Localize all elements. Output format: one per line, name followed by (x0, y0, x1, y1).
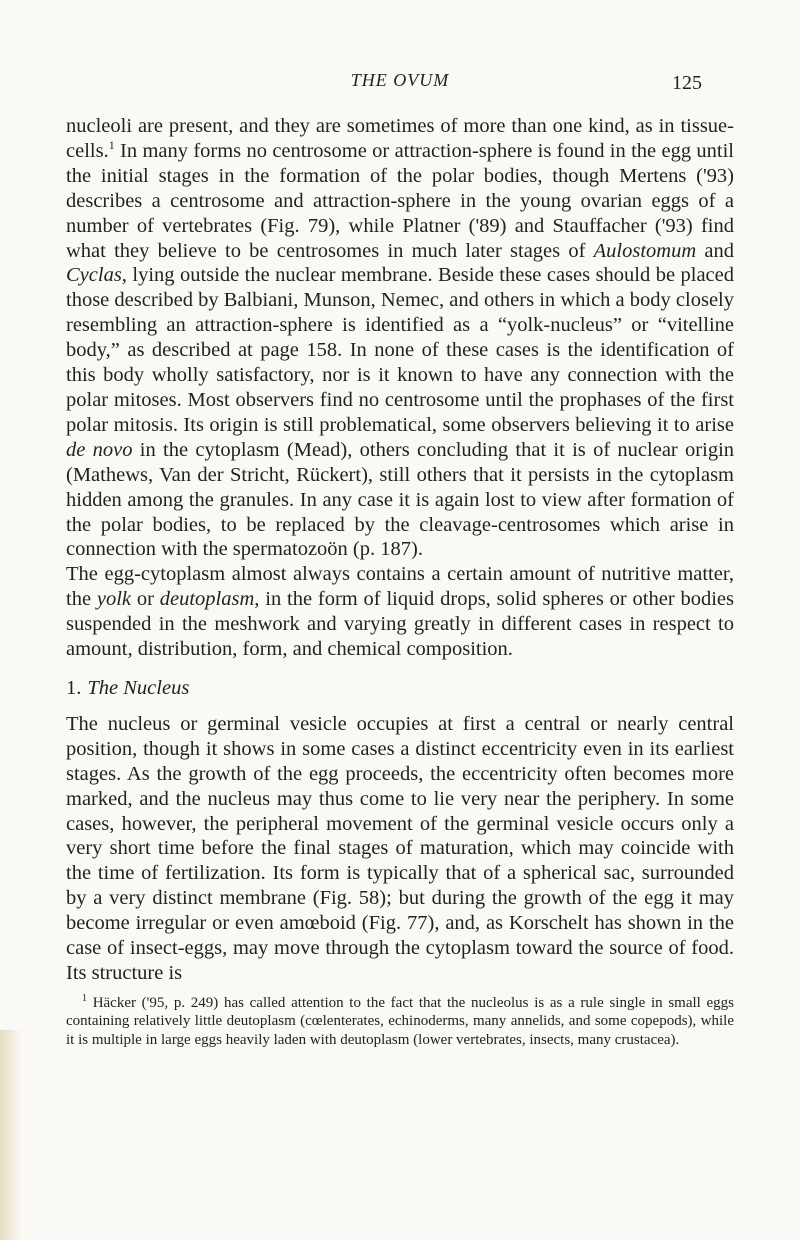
genus-name: Cyclas (66, 264, 122, 287)
running-head (0, 70, 800, 98)
paragraph-nucleus: The nucleus or germinal vesicle occupies at first a central or nearly central position, though it shows in some cases a distinct eccentricity even in its earliest stages. As the growth of the egg proceeds, the eccentricity often becomes more marked, and the nucleus may thus come to lie very near the periphery. In some cases, however, the peripheral movement of the germinal vesicle occurs only a very short time before the final stages of maturation, which may coincide with the time of fertilization. Its form is typically that of a spherical sac, surrounded by a very distinct membrane (Fig. 58); but during the growth of the egg it may become irregular or even amœboid (Fig. 77), and, as Korschelt has shown in the case of insect-eggs, may move through the cytoplasm toward the source of food. Its structure is (66, 712, 734, 984)
footnote-reference: 1 (108, 138, 115, 153)
footnote-marker: 1 (82, 992, 87, 1004)
paragraph-nucleoli (66, 114, 734, 562)
text-run: or (131, 588, 160, 611)
page-number: 125 (672, 72, 702, 94)
text-run: nucleoli are present, and they are sometimes of more than one kind, as in tissue-cells. (66, 115, 734, 162)
footnote (66, 994, 734, 1050)
text-run: , in the form of liquid drops, solid spheres or other bodies suspended in the meshwork and varying greatly in different cases in respect to amount, distribution, form, and chemical composition. (66, 588, 734, 661)
term-deutoplasm: deutoplasm (159, 588, 255, 611)
text-run: and (696, 239, 734, 262)
text-run: in the cytoplasm (Mead), others concluding that it is of nuclear origin (Mathews, Van der Stricht, Rückert), still others that it persists in the cytoplasm hidden among the granules. In any case it is again lost to view after formation of the polar bodies, to be replaced by the cleavage-centrosomes which arise in connection with the spermatozoön (p. 187). (66, 438, 735, 561)
section-number: 1. (66, 676, 82, 699)
running-title: THE OVUM (350, 70, 450, 90)
section-heading (66, 676, 734, 700)
footnote-text: Häcker ('95, p. 249) has called attention to the fact that the nucleolus is as a rule single in small eggs containing relatively little deutoplasm (cœlenterates, echinoderms, many annelids, and some copepods), while it is multiple in large eggs heavily laden with deutoplasm (lower vertebrates, insects, many crustacea). (66, 994, 734, 1048)
paragraph-egg-cytoplasm (66, 562, 734, 662)
section-title: The Nucleus (87, 676, 190, 699)
latin-phrase: de novo (66, 438, 133, 461)
page-body (66, 114, 734, 1064)
text-run: , lying outside the nuclear membrane. Beside these cases should be placed those described by Balbiani, Munson, Nemec, and others in which a body closely resembling an attraction-sphere is identified as a “yolk-nucleus” or “vitelline body,” as described at page 158. In none of these cases is the identification of this body wholly satisfactory, nor is it known to have any connection with the polar mitoses. Most observers find no centrosome until the prophases of the first polar mitosis. Its origin is still problematical, some observers believing it to arise (66, 264, 734, 436)
text-run: In many forms no centrosome or attraction-sphere is found in the egg until the initial stages in the formation of the polar bodies, though Mertens ('93) describes a centrosome and attraction-sphere in the young ovarian eggs of a number of vertebrates (Fig. 79), while Platner ('89) and Stauffacher ('93) find what they believe to be centrosomes in much later stages of (66, 139, 734, 262)
genus-name: Aulostomum (593, 239, 697, 262)
text-run: The egg-cytoplasm almost always contains a certain amount of nutritive matter, the (66, 563, 734, 611)
term-yolk: yolk (96, 588, 132, 611)
page-edge-stain (0, 1030, 22, 1240)
